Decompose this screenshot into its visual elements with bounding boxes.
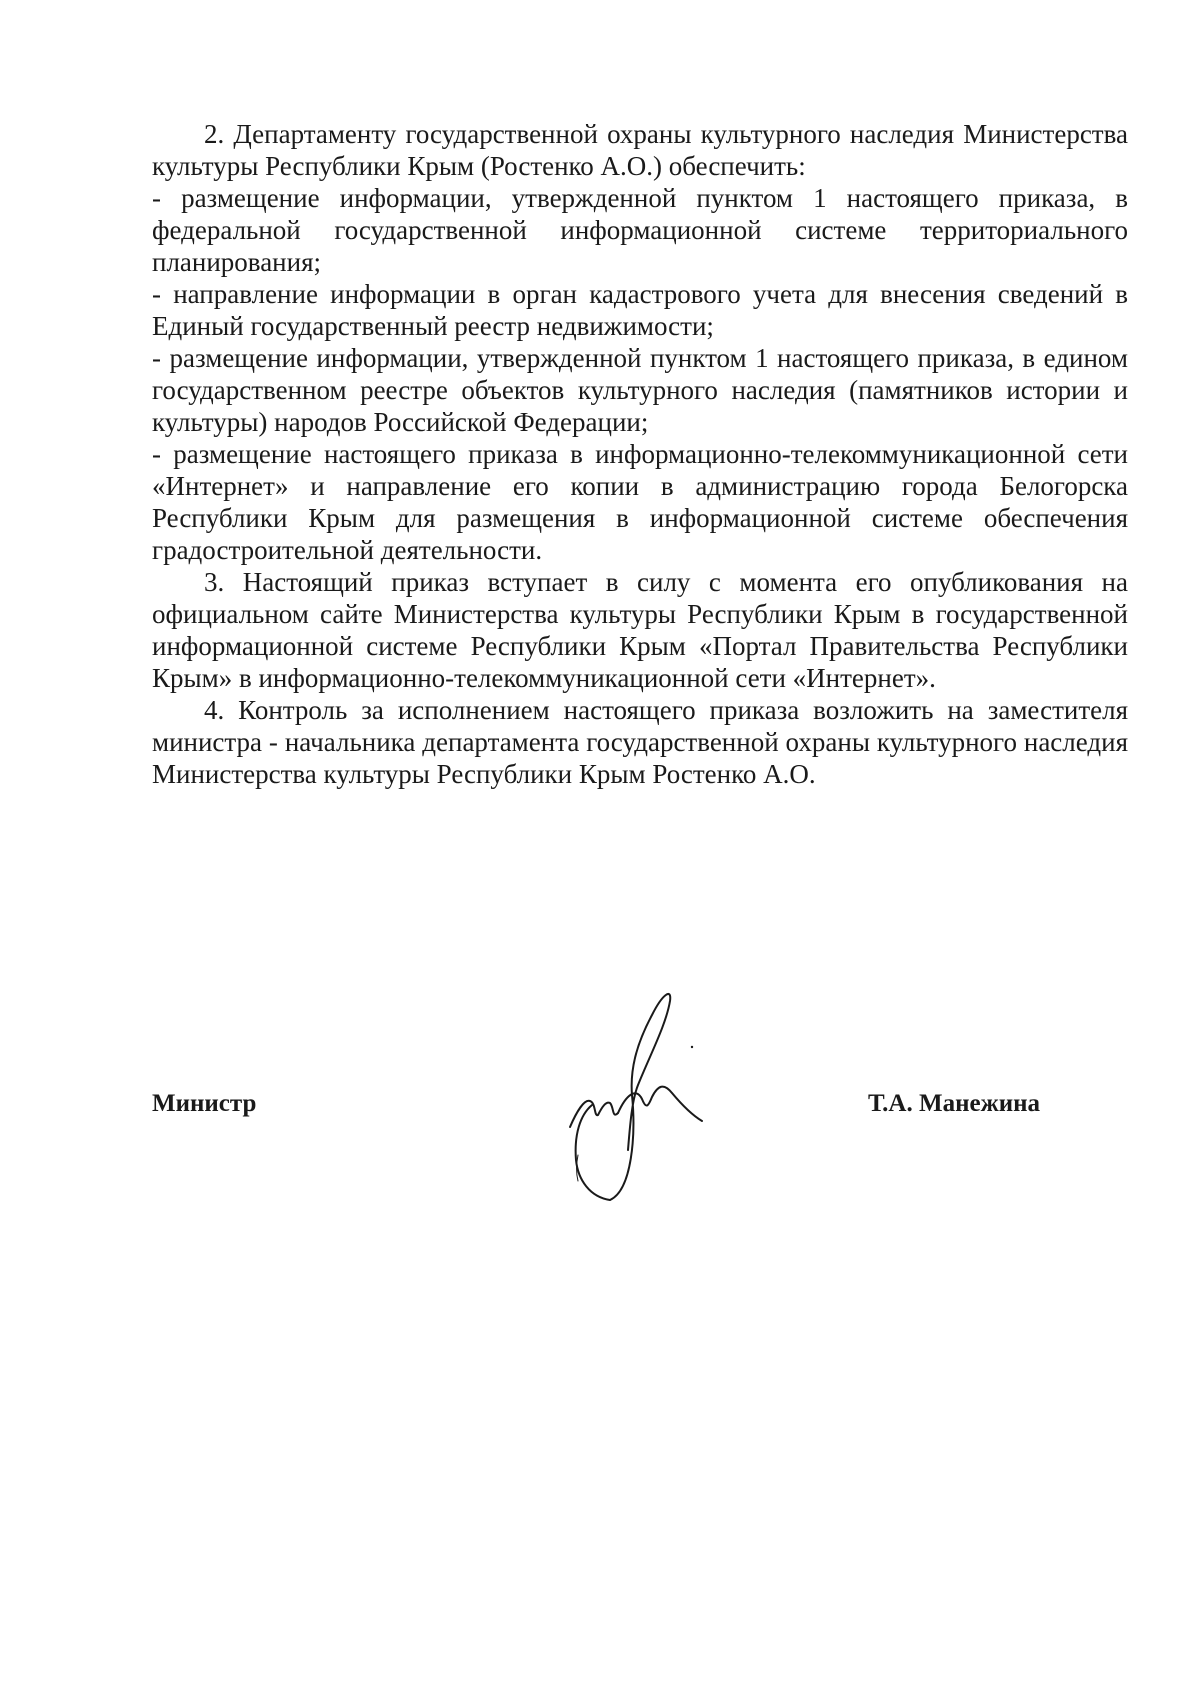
paragraph-bullet-2: - направление информации в орган кадастрового учета для внесения сведений в Единый государственный реестр недвижимости; — [152, 279, 1128, 341]
signature-row — [0, 1090, 1200, 1130]
paragraph-bullet-3: - размещение информации, утвержденной пунктом 1 настоящего приказа, в едином государственном реестре объектов культурного наследия (памятников истории и культуры) народов Российской Федерации; — [152, 343, 1128, 437]
paragraph-item-2: 2. Департаменту государственной охраны культурного наследия Министерства культуры Республики Крым (Ростенко А.О.) обеспечить: — [152, 119, 1128, 181]
signatory-name: Т.А. Манежина — [868, 1090, 1041, 1117]
paragraph-bullet-4: - размещение настоящего приказа в информационно-телекоммуникационной сети «Интернет» и направление его копии в администрацию города Белогорска Республики Крым для размещения в информационной системе обеспечения градостроительной деятельности. — [152, 439, 1128, 565]
document-body — [152, 118, 1128, 790]
paragraph-item-3: 3. Настоящий приказ вступает в силу с момента его опубликования на официальном сайте Министерства культуры Республики Крым в государственной информационной системе Республики Крым «Портал Правительства Республики Крым» в информационно-телекоммуникационной сети «Интернет». — [152, 567, 1128, 693]
paragraph-bullet-1: - размещение информации, утвержденной пунктом 1 настоящего приказа, в федеральной государственной информационной системе территориального планирования; — [152, 183, 1128, 277]
paragraph-item-4: 4. Контроль за исполнением настоящего приказа возложить на заместителя министра - начальника департамента государственной охраны культурного наследия Министерства культуры Республики Крым Ростенко А.О. — [152, 695, 1128, 789]
signatory-position: Министр — [152, 1090, 257, 1117]
